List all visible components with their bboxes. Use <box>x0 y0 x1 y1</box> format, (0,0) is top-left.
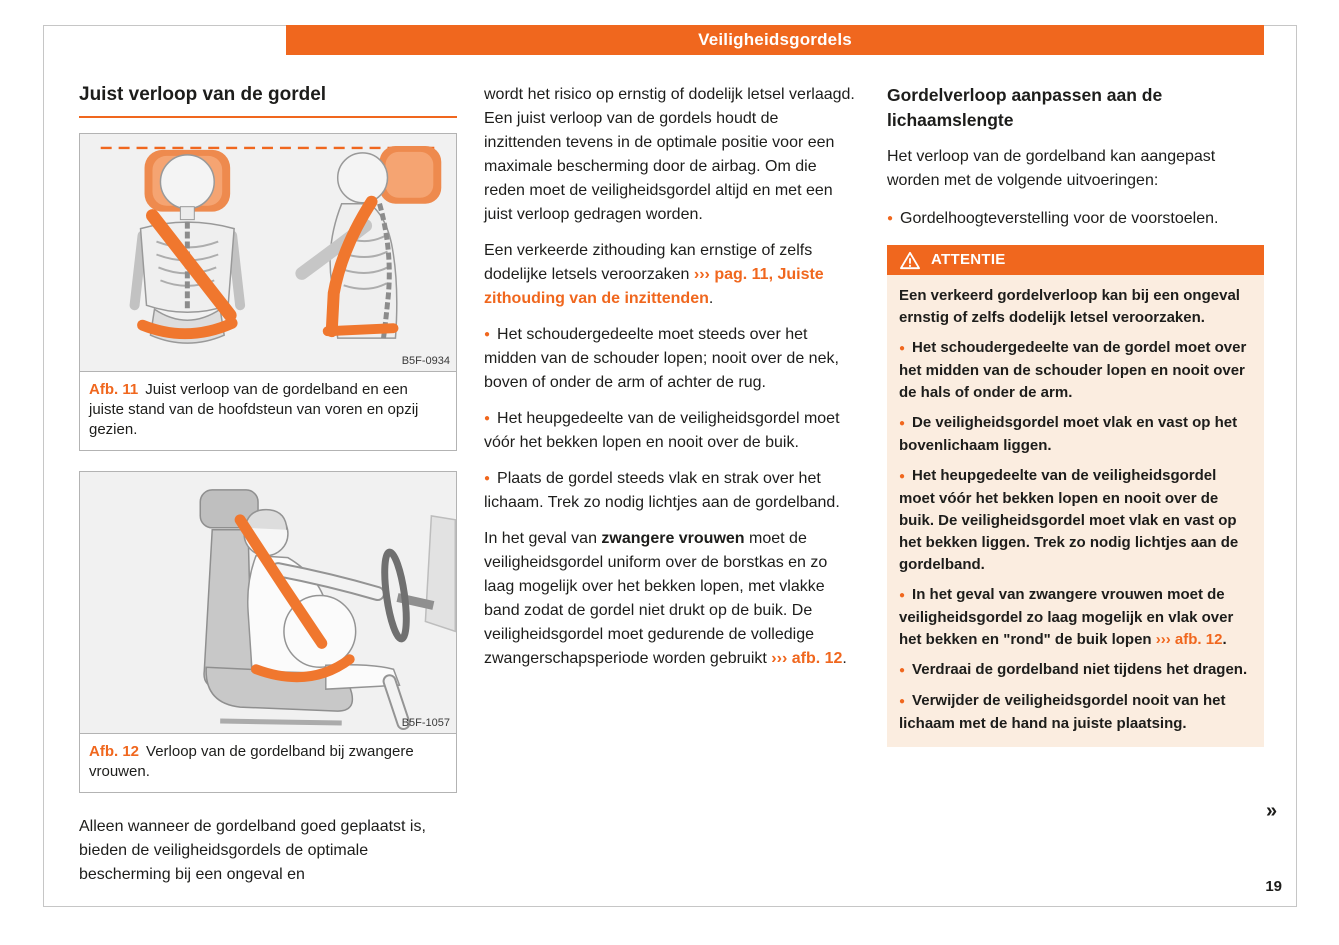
bullet-item <box>887 207 1264 231</box>
bullet-text <box>899 467 1238 573</box>
figure-afb11-image <box>80 134 456 372</box>
figure-afb11 <box>79 133 457 451</box>
bullet-item <box>484 407 857 455</box>
seatbelt-routing-illustration <box>80 134 456 371</box>
cross-reference-link[interactable]: ››› pag. 11, Juiste zithouding van de inzittenden <box>484 266 824 307</box>
bullet-dot: ● <box>484 473 491 484</box>
warning-triangle-icon <box>899 251 921 270</box>
bullet-dot: ● <box>899 343 906 354</box>
text-run: Het schoudergedeelte moet steeds over het midden van de schouder lopen; nooit over de nek, boven of onder de arm of achter de rug. <box>484 326 839 391</box>
bullet-text <box>899 586 1233 648</box>
paragraph <box>484 239 857 311</box>
text-run: Plaats de gordel steeds vlak en strak over het lichaam. Trek zo nodig lichtjes aan de gordelband. <box>484 470 840 511</box>
figure-afb12-caption <box>80 734 456 792</box>
subsection-title: Gordelverloop aanpassen aan de lichaamslengte <box>887 85 1163 130</box>
bullet-text <box>900 210 1218 227</box>
figure-code: B5F-0934 <box>401 355 450 367</box>
attention-box <box>887 245 1264 747</box>
paragraph <box>484 83 857 227</box>
text-run: Verdraai de gordelband niet tijdens het dragen. <box>912 661 1248 678</box>
text-run: . <box>842 650 847 667</box>
figure-label: Afb. 11 <box>89 381 139 398</box>
warning-paragraph <box>899 285 1252 329</box>
figure-afb12-image <box>80 472 456 734</box>
section-title: Juist verloop van de gordel <box>79 83 457 118</box>
text-run: Het heupgedeelte van de veiligheidsgordel moet vóór het bekken lopen en nooit over de buik. De veiligheidsgordel moet vlak en vast op het bekken liggen. Trek zo nodig lichtjes aan de gordelband. <box>899 467 1239 573</box>
figure-code: B5F-1057 <box>401 717 450 729</box>
bullet-text <box>484 326 839 391</box>
page-header-title: Veiligheidsgordels <box>698 30 852 49</box>
figure-caption-text: Juist verloop van de gordelband en een juiste stand van de hoofdsteun van voren en opzij gezien. <box>89 381 419 438</box>
bullet-dot: ● <box>484 329 491 340</box>
warning-bullet-item <box>899 584 1252 651</box>
attention-header <box>887 245 1264 275</box>
paragraph <box>484 527 857 671</box>
figure-caption-text: Verloop van de gordelband bij zwangere vrouwen. <box>89 743 414 780</box>
bullet-text <box>899 692 1225 732</box>
text-run: Het heupgedeelte van de veiligheidsgordel moet vóór het bekken lopen en nooit over de buik. <box>484 410 840 451</box>
bullet-dot: ● <box>899 418 906 429</box>
bullet-dot: ● <box>887 213 894 224</box>
bullet-text <box>899 339 1246 401</box>
paragraph: Alleen wanneer de gordelband goed geplaatst is, bieden de veiligheidsgordels de optimale bescherming bij een ongeval en <box>79 818 426 883</box>
bullet-text <box>912 661 1247 678</box>
text-run: . <box>1222 631 1227 648</box>
bullet-dot: ● <box>899 696 906 707</box>
cross-reference-link[interactable]: ››› afb. 12 <box>771 650 843 667</box>
page-header-bar <box>286 25 1264 55</box>
bullet-text <box>484 410 840 451</box>
bullet-item <box>484 323 857 395</box>
warning-bullet-item <box>899 659 1252 682</box>
bullet-item <box>484 467 857 515</box>
manual-page <box>43 25 1297 907</box>
warning-bullet-item <box>899 337 1252 404</box>
text-run: Een verkeerde zithouding kan ernstige of zelfs dodelijke letsels veroorzaken <box>484 242 813 283</box>
attention-title: ATTENTIE <box>931 251 1006 268</box>
left-column <box>79 83 457 887</box>
right-column <box>887 83 1264 747</box>
cross-reference-link[interactable]: ››› afb. 12 <box>1155 631 1223 648</box>
text-run: wordt het risico op ernstig of dodelijk letsel verlaagd. Een juist verloop van de gordels houdt de inzittenden tevens in de optimale positie voor een maximale bescherming door de airbag. Om die reden moet de veiligheidsgordel altijd en met een juist verloop gedragen worden. <box>484 86 855 223</box>
bullet-dot: ● <box>899 471 906 482</box>
text-run: Het verloop van de gordelband kan aangepast worden met de volgende uitvoeringen: <box>887 148 1216 189</box>
bullet-text <box>484 470 840 511</box>
text-run: . <box>708 290 714 307</box>
bullet-dot: ● <box>899 590 906 601</box>
pregnant-driver-illustration <box>80 472 456 733</box>
text-run: De veiligheidsgordel moet vlak en vast op het bovenlichaam liggen. <box>899 414 1238 454</box>
figure-afb11-caption <box>80 372 456 450</box>
bullet-dot: ● <box>899 665 906 676</box>
text-run: moet de veiligheidsgordel uniform over de borstkas en zo laag mogelijk over het bekken lopen, met vlakke band zodat de gordel niet drukt op de buik. De veiligheidsgordel moet gedurende de volledige zwangerschapsperiode worden gebruikt <box>484 530 828 667</box>
text-run: Gordelhoogteverstelling voor de voorstoelen. <box>900 210 1219 227</box>
continuation-marker: » <box>1266 800 1278 822</box>
figure-afb12 <box>79 471 457 793</box>
text-run: zwangere vrouwen <box>601 530 745 547</box>
bullet-text <box>899 414 1237 454</box>
warning-bullet-item <box>899 690 1252 735</box>
page-number: 19 <box>1265 878 1282 895</box>
text-run: Het schoudergedeelte van de gordel moet over het midden van de schouder lopen en nooit over de hals of onder de arm. <box>899 339 1247 401</box>
text-run: Verwijder de veiligheidsgordel nooit van het lichaam met de hand na juiste plaatsing. <box>899 692 1226 732</box>
bullet-dot: ● <box>484 413 491 424</box>
middle-column <box>484 83 857 671</box>
text-run: In het geval van zwangere vrouwen moet de veiligheidsgordel zo laag mogelijk en vlak over het bekken en "rond" de buik lopen <box>899 586 1234 648</box>
figure-label: Afb. 12 <box>89 743 140 760</box>
warning-bullet-item <box>899 465 1252 576</box>
text-run: In het geval van <box>484 530 602 547</box>
attention-body <box>887 275 1264 747</box>
warning-bullet-item <box>899 412 1252 457</box>
text-run: Een verkeerd gordelverloop kan bij een ongeval ernstig of zelfs dodelijk letsel veroorzaken. <box>899 287 1240 326</box>
paragraph <box>887 145 1264 193</box>
